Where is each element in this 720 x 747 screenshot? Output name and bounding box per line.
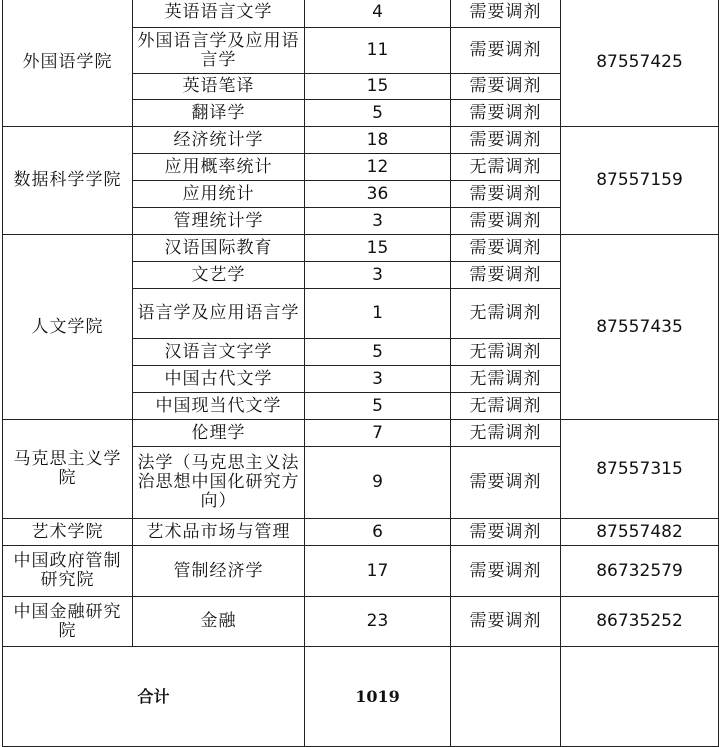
adjustment-status: 需要调剂 [451, 447, 561, 519]
enrollment-count: 3 [305, 366, 451, 393]
major-name: 汉语言文字学 [133, 339, 305, 366]
major-name: 文艺学 [133, 262, 305, 289]
contact-phone: 87557425 [561, 0, 719, 127]
contact-phone: 86732579 [561, 546, 719, 597]
major-name: 语言学及应用语言学 [133, 289, 305, 339]
table-row [3, 597, 719, 647]
major-name: 英语语言文学 [133, 0, 305, 28]
admission-table [2, 0, 719, 747]
enrollment-count: 36 [305, 181, 451, 208]
major-name: 金融 [133, 597, 305, 647]
enrollment-count: 23 [305, 597, 451, 647]
adjustment-status: 需要调剂 [451, 28, 561, 74]
college-name: 人文学院 [3, 235, 133, 420]
major-name: 应用概率统计 [133, 154, 305, 181]
major-name: 管理统计学 [133, 208, 305, 235]
major-name: 英语笔译 [133, 74, 305, 100]
enrollment-count: 3 [305, 208, 451, 235]
adjustment-status: 需要调剂 [451, 181, 561, 208]
major-name: 应用统计 [133, 181, 305, 208]
enrollment-count: 15 [305, 235, 451, 262]
adjustment-status: 无需调剂 [451, 339, 561, 366]
table-row [3, 127, 719, 154]
contact-phone: 86735252 [561, 597, 719, 647]
major-name: 经济统计学 [133, 127, 305, 154]
contact-phone: 87557482 [561, 519, 719, 546]
major-name: 管制经济学 [133, 546, 305, 597]
adjustment-status: 需要调剂 [451, 127, 561, 154]
college-name: 外国语学院 [3, 0, 133, 127]
adjustment-status: 无需调剂 [451, 154, 561, 181]
major-name: 中国现当代文学 [133, 393, 305, 420]
college-name: 中国政府管制研究院 [3, 546, 133, 597]
table-row [3, 519, 719, 546]
adjustment-status: 需要调剂 [451, 262, 561, 289]
total-row [3, 647, 719, 747]
enrollment-count: 11 [305, 28, 451, 74]
adjustment-status: 需要调剂 [451, 100, 561, 127]
enrollment-count: 7 [305, 420, 451, 447]
enrollment-count: 5 [305, 339, 451, 366]
major-name: 翻译学 [133, 100, 305, 127]
adjustment-status: 无需调剂 [451, 366, 561, 393]
enrollment-count: 18 [305, 127, 451, 154]
enrollment-count: 15 [305, 74, 451, 100]
enrollment-count: 17 [305, 546, 451, 597]
major-name: 中国古代文学 [133, 366, 305, 393]
table-row [3, 420, 719, 447]
enrollment-count: 12 [305, 154, 451, 181]
adjustment-status: 需要调剂 [451, 546, 561, 597]
adjustment-status: 无需调剂 [451, 393, 561, 420]
adjustment-status: 需要调剂 [451, 235, 561, 262]
contact-phone: 87557315 [561, 420, 719, 519]
contact-phone: 87557435 [561, 235, 719, 420]
enrollment-count: 5 [305, 393, 451, 420]
adjustment-status: 无需调剂 [451, 289, 561, 339]
adjustment-status: 需要调剂 [451, 597, 561, 647]
adjustment-status: 需要调剂 [451, 0, 561, 28]
major-name: 伦理学 [133, 420, 305, 447]
adjustment-status: 无需调剂 [451, 420, 561, 447]
major-name: 外国语言学及应用语言学 [133, 28, 305, 74]
college-name: 马克思主义学院 [3, 420, 133, 519]
enrollment-count: 4 [305, 0, 451, 28]
adjustment-status: 需要调剂 [451, 208, 561, 235]
enrollment-count: 9 [305, 447, 451, 519]
total-empty-cell [451, 647, 561, 747]
major-name: 汉语国际教育 [133, 235, 305, 262]
college-name: 艺术学院 [3, 519, 133, 546]
adjustment-status: 需要调剂 [451, 519, 561, 546]
admission-table-body [3, 0, 719, 747]
enrollment-count: 5 [305, 100, 451, 127]
enrollment-count: 1 [305, 289, 451, 339]
major-name: 法学（马克思主义法治思想中国化研究方向） [133, 447, 305, 519]
enrollment-count: 6 [305, 519, 451, 546]
total-empty-cell [561, 647, 719, 747]
major-name: 艺术品市场与管理 [133, 519, 305, 546]
contact-phone: 87557159 [561, 127, 719, 235]
college-name: 中国金融研究院 [3, 597, 133, 647]
table-row [3, 0, 719, 28]
table-row [3, 546, 719, 597]
total-value: 1019 [305, 647, 451, 747]
enrollment-count: 3 [305, 262, 451, 289]
college-name: 数据科学学院 [3, 127, 133, 235]
table-row [3, 235, 719, 262]
total-label: 合计 [3, 647, 305, 747]
adjustment-status: 需要调剂 [451, 74, 561, 100]
